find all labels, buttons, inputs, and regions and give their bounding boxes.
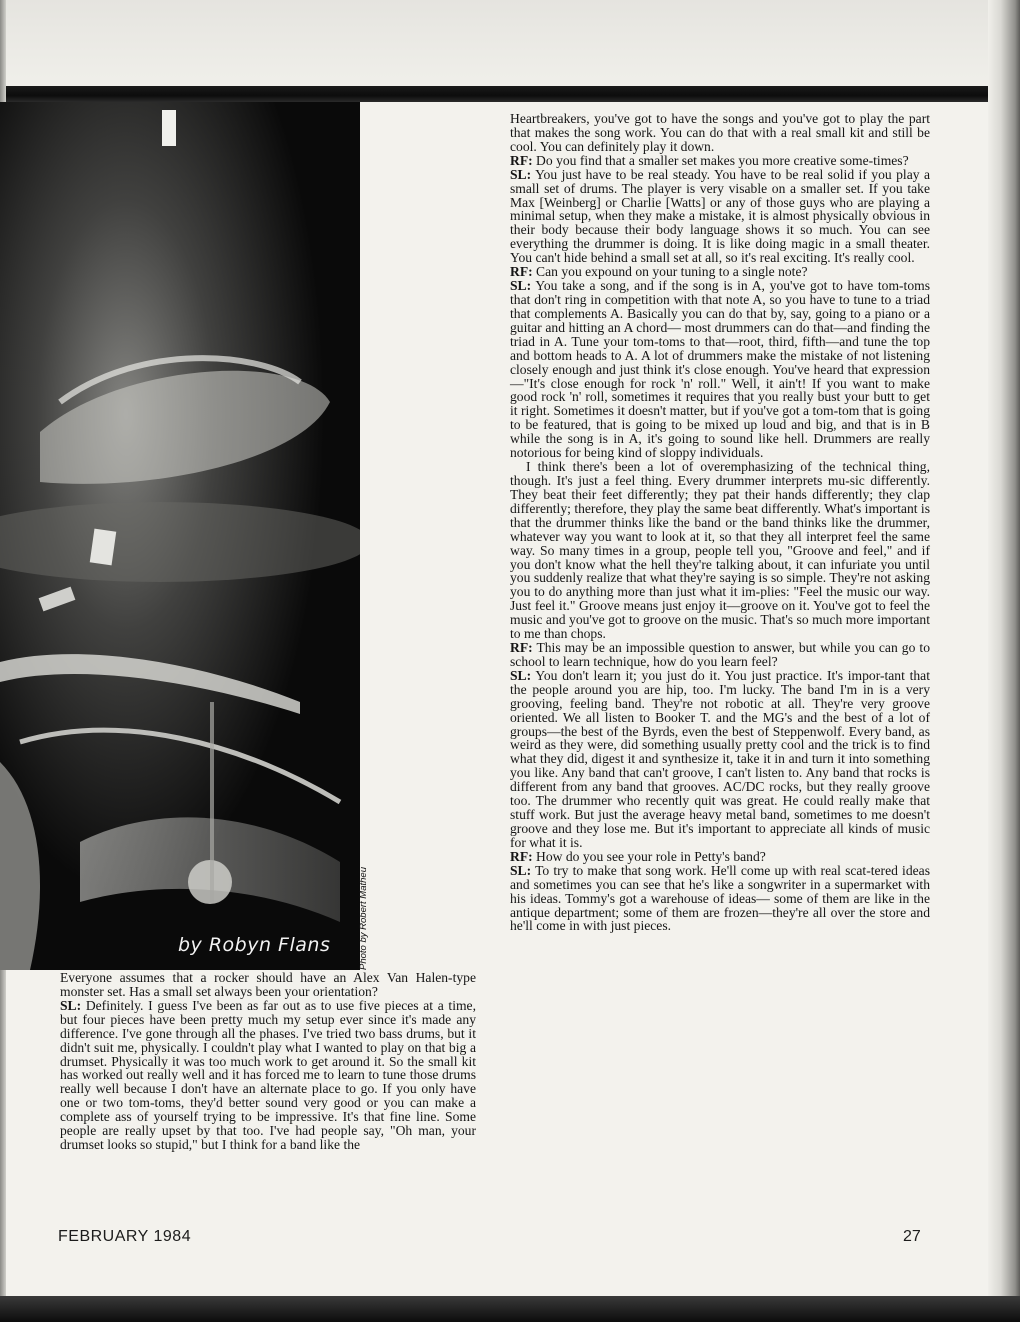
paragraph-text: Do you find that a smaller set makes you more creative some-times? xyxy=(532,152,909,168)
left-text-column xyxy=(60,971,476,1152)
article-paragraph xyxy=(510,864,930,934)
paragraph-text: I think there's been a lot of overemphasizing of the technical thing, though. It's just a feel thing. Every drummer interprets mu-sic differently. They beat their feet differently; they pat their hands differently; they clap differently; therefore, they play the same beat differently. What's important is that the drummer thinks like the band or the band thinks like the drummer, whatever way you want to look at it, so that they all interpret feel the same way. So many times in a group, people tell you, "Groove and feel," and if you don't know what the hell they're talking about, it can infuriate you until you suddenly realize that what they're saying is so simple. They're not asking you to do anything more than just what it im-plies: "Feel the music our way. Just feel it." Groove means just enjoy it—groove on it. You've got to feel the music and you've got to groove on the music. That's so much more important to me than chops. xyxy=(510,459,930,642)
paragraph-text: You don't learn it; you just do it. You just practice. It's impor-tant that the people around you are hip, too. I'm lucky. The band I'm in is a very grooving, feeling band. They're not robotic at all. They're very groove oriented. We all listen to Booker T. and the MG's and the best of a lot of groups—the best of the Byrds, even the best of Steppenwolf. Every band, as weird as they were, did something usually pretty cool and the trick is to find what they did, digest it and synthesize it, take it in and turn it into something you like. Any band that can't groove, I can't listen to. Any band that rocks is different from any band that grooves. AC/DC rocks, but they really groove too. The drummer who recently quit was great. He could really make that stuff work. But just the average heavy metal band, sometimes to me doesn't groove and they lose me. But it's important to appreciate all kinds of music for what it is. xyxy=(510,667,930,850)
speaker-label: RF: xyxy=(510,848,533,864)
right-text-column xyxy=(510,112,930,933)
paragraph-text: Everyone assumes that a rocker should have an Alex Van Halen-type monster set. Has a small set always been your orientation? xyxy=(60,970,476,999)
page-bottom-edge-shadow xyxy=(0,1296,1020,1322)
paragraph-text: You just have to be real steady. You have to be real solid if you play a small set of drums. The player is very visable on a smaller set. If you take Max [Weinberg] or Charlie [Watts] or any of those guys who are playing a minimal setup, when they make a mistake, it is almost physically obvious in their body because their body language shows it so much. You can see everything the drummer is doing. It is like doing magic in a small theater. You can't hide behind a small set at all, so it's real exciting. It's really cool. xyxy=(510,166,930,266)
drummer-photo xyxy=(0,102,360,970)
issue-date-footer: FEBRUARY 1984 xyxy=(58,1228,192,1245)
paragraph-text: Definitely. I guess I've been as far out as to use five pieces at a time, but four pieces have been pretty much my setup ever since it's made any difference. I've gone through all the phases. I've tried two bass drums, but it didn't suit me, physically. I couldn't play what I wanted to play on that big a drumset. Physically it was too much work to get around it. So the small kit has worked out really well and it has forced me to learn to tune those drums really well because I don't have an alternate place to go. If you only have one or two tom-toms, they'd better sound very good or you can make a complete ass of yourself trying to be impressive. It's that fine line. Some people are really upset by that too. I've had people say, "Oh man, your drumset looks so stupid," but I think for a band like the xyxy=(60,997,476,1153)
article-paragraph xyxy=(60,999,476,1152)
article-paragraph xyxy=(510,641,930,669)
speaker-label: RF: xyxy=(510,264,533,280)
paragraph-text: Heartbreakers, you've got to have the songs and you've got to play the part that makes the song work. You can do that with a real small kit and still be cool. You can definitely play it down. xyxy=(510,111,930,154)
speaker-label: SL: xyxy=(510,278,532,294)
page-number: 27 xyxy=(903,1228,921,1245)
photo-credit: Photo by Robert Matheu xyxy=(358,867,369,970)
article-paragraph xyxy=(60,971,476,999)
article-paragraph xyxy=(510,168,930,265)
speaker-label: SL: xyxy=(510,166,532,182)
speaker-label: SL: xyxy=(510,667,532,683)
article-paragraph xyxy=(510,112,930,154)
speaker-label: SL: xyxy=(510,862,532,878)
paragraph-text: How do you see your role in Petty's band? xyxy=(532,848,766,864)
speaker-label: RF: xyxy=(510,152,533,168)
page-right-edge-shadow xyxy=(988,0,1020,1322)
article-paragraph xyxy=(510,669,930,850)
paragraph-text: This may be an impossible question to answer, but while you can go to school to learn technique, how do you learn feel? xyxy=(510,640,930,669)
paragraph-text: To try to make that song work. He'll come up with real scat-tered ideas and sometimes you can see that he's like a songwriter in a supermarket with his ideas. Tommy's got a warehouse of ideas— some of them are like in the antique department; some of them are frozen—they're all over the store and he'll come in with just pieces. xyxy=(510,862,930,934)
previous-page-bleed xyxy=(0,0,1020,88)
drummer-photo-graphic xyxy=(0,102,360,970)
article-paragraph xyxy=(510,279,930,460)
article-paragraph xyxy=(510,850,930,864)
paragraph-text: You take a song, and if the song is in A, you've got to have tom-toms that don't ring in competition with that note A, so you have to tune to a triad that complements A. Basically you can do that by, say, going to a piano or a guitar and hitting an A chord— most drummers can do that—and finding the triad in A. Tune your tom-toms to that—root, third, fifth—and tune the top and bottom heads to A. A lot of drummers make the mistake of not listening closely enough and just think it's close enough. You've heard that expression—"It's close enough for rock 'n' roll." Well, it ain't! If you want to make good rock 'n' roll, sometimes it requires that you really bust your butt to get it right. Sometimes it doesn't matter, but if you've got a tom-tom that is going to be featured, that is going to be mixed up loud and big, and that is in B while the song is in A, it's going to sound like hell. Drummers are really notorious for being kind of sloppy individuals. xyxy=(510,278,930,461)
author-byline: by Robyn Flans xyxy=(178,934,331,956)
speaker-label: RF: xyxy=(510,640,533,656)
article-paragraph xyxy=(510,154,930,168)
header-black-rule xyxy=(0,86,1000,102)
article-paragraph xyxy=(510,460,930,641)
paragraph-text: Can you expound on your tuning to a single note? xyxy=(532,264,808,280)
article-paragraph xyxy=(510,265,930,279)
speaker-label: SL: xyxy=(60,997,82,1013)
